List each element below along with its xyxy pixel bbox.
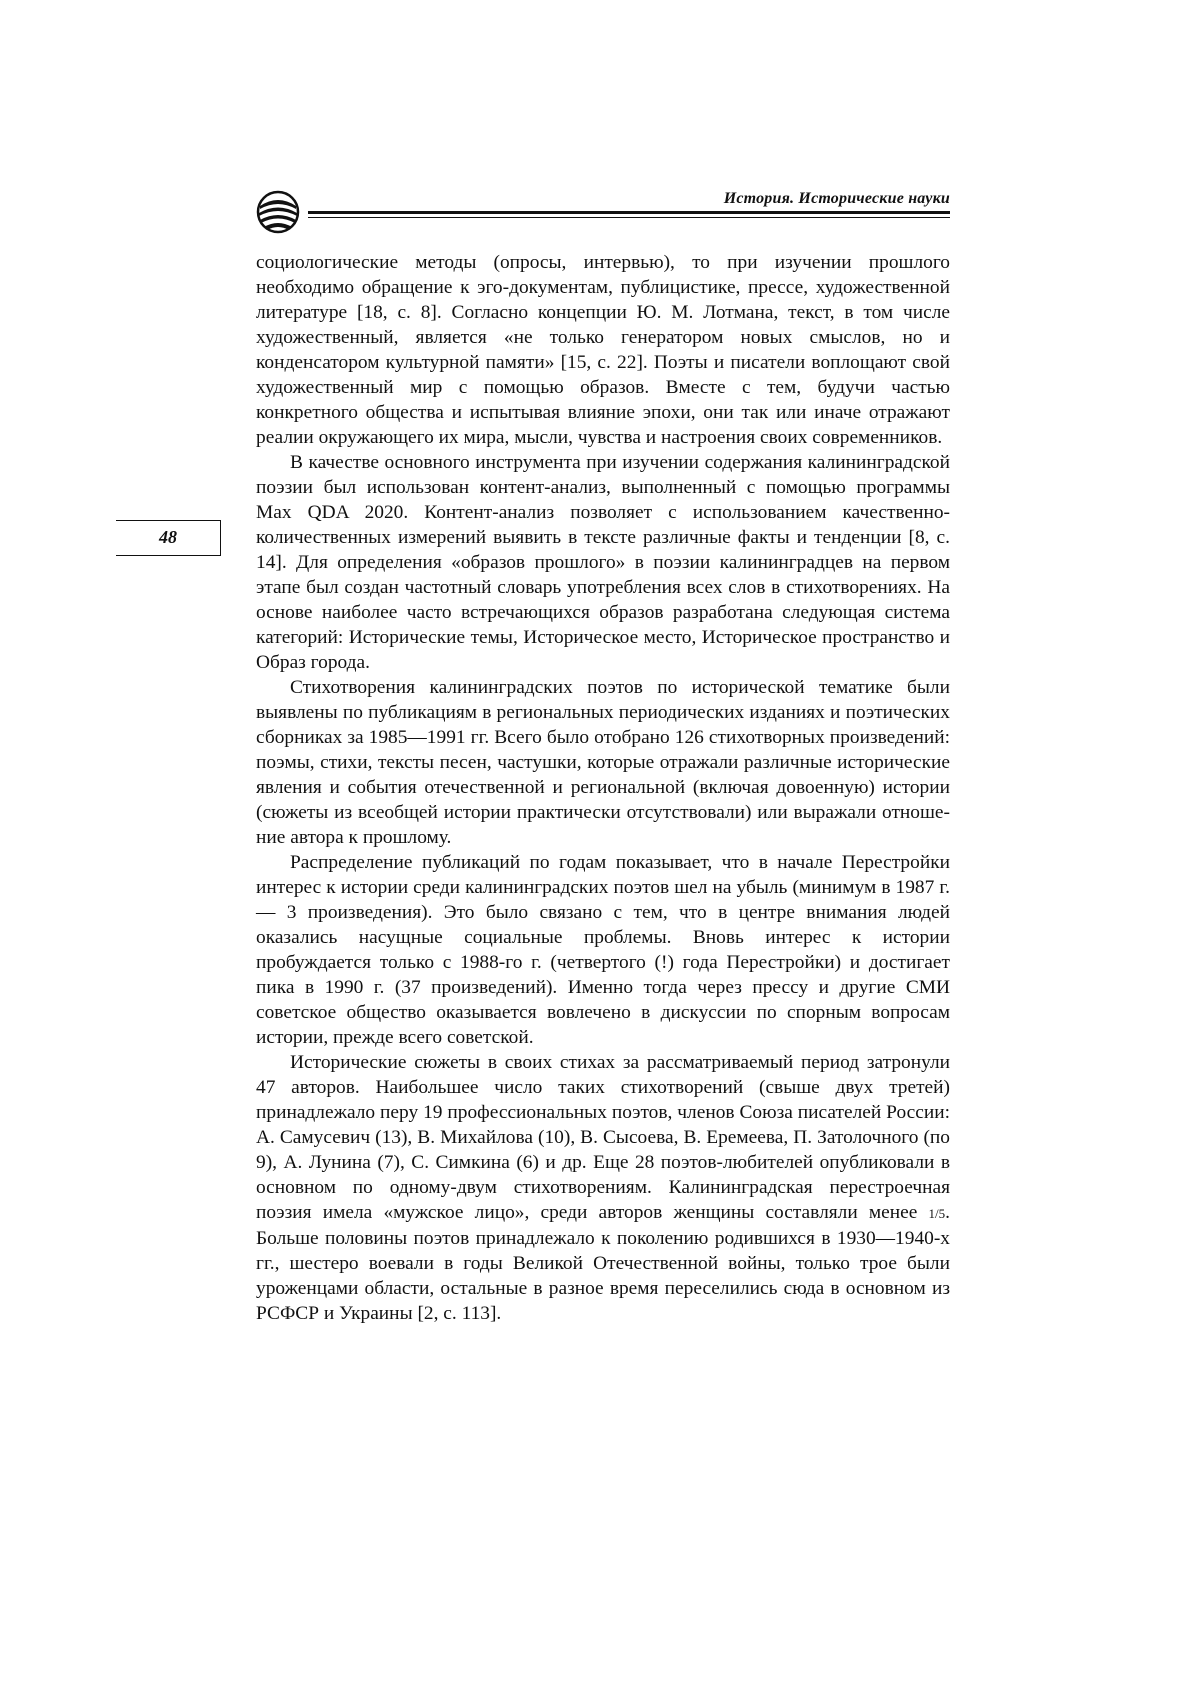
paragraph-3: Стихотворения калининградских поэтов по исторической тематике были выявлены по публикациям в региональных периодических изданиях и поэтических сборниках за 1985—1991 гг. Всего было отобрано 126 стихотворных произведений: поэмы, стихи, тексты песен, частушки, которые отражали различные исторические явления и события отечественной и региональной (включая довоенную) истории (сюжеты из всеобщей истории практически отсутствовали) или выражали отношение автора к прошлому. xyxy=(256,677,950,848)
paragraph-5 xyxy=(256,1050,950,1326)
wave-circle-logo-icon xyxy=(256,190,300,234)
page-number-box xyxy=(116,520,221,556)
header-rule-thin xyxy=(308,217,950,218)
header-rule-thick xyxy=(308,211,950,214)
paragraph-5-part-1: Исторические сюжеты в своих стихах за рассматриваемый период затронули 47 авторов. Наибольшее число таких стихотворений (свыше двух третей) принадлежало перу 19 профессиональных поэтов, членов Союза писателей России: А. Самусевич (13), В. Михайлова (10), В. Сысоева, В. Еремеева, П. Затолочного (по 9), А. Лунина (7), С. Симкина (6) и др. Еще 28 поэтов-любителей опубликовали в основном по одному-двум стихотворениям. Калининградская перестроечная поэзия имела «мужское лицо», среди авторов женщины составляли менее xyxy=(256,1052,950,1223)
paragraph-2: В качестве основного инструмента при изучении содержания калининградской поэзии был использован контент-анализ, выполненный с помощью программы Max QDA 2020. Контент-анализ позволяет с использованием качественно-количественных измерений выявить в тексте различные факты и тенденции [8, с. 14]. Для определения «образов прошлого» в поэзии калининградцев на первом этапе был создан частотный словарь употребления всех слов в стихотворениях. На основе наиболее часто встречающихся образов разработана следующая система категорий: Исторические темы, Историческое место, Историческое пространство и Образ города. xyxy=(256,452,950,673)
header-title: История. Исторические науки xyxy=(723,190,950,207)
page-number: 48 xyxy=(159,527,177,547)
fraction-one-fifth: 1/5 xyxy=(928,1206,946,1221)
running-header xyxy=(256,186,950,236)
paragraph-5-part-2: . Больше половины поэтов принадлежало к поколению родившихся в 1930—1940-х гг., шестеро воевали в годы Великой Отечественной войны, только трое были уроженцами области, остальные в разное время переселились сюда в основном из РСФСР и Украины [2, с. 113]. xyxy=(256,1202,950,1324)
paragraph-4: Распределение публикаций по годам показывает, что в начале Перестройки интерес к истории среди калининградских поэтов шел на убыль (минимум в 1987 г. — 3 произведения). Это было связано с тем, что в центре внимания людей оказались насущные социальные проблемы. Вновь интерес к истории пробуждается только с 1988-го г. (четвертого (!) года Перестройки) и достигает пика в 1990 г. (37 произведений). Именно тогда через прессу и другие СМИ советское общество оказывается вовлечено в дискуссии по спорным вопросам истории, прежде всего советской. xyxy=(256,852,950,1048)
article-body xyxy=(256,250,950,1326)
paragraph-1: социологические методы (опросы, интервью), то при изучении прошлого необходимо обращение к эго-документам, публицистике, прессе, художественной литературе [18, с. 8]. Согласно концепции Ю. М. Лотмана, текст, в том числе художественный, является «не только генератором новых смыслов, но и конденсатором культурной памяти» [15, с. 22]. Поэты и писатели воплощают свой художественный мир с помощью образов. Вместе с тем, будучи частью конкретного общества и испытывая влияние эпохи, они так или иначе отражают реалии окружающего их мира, мысли, чувства и настроения своих современников. xyxy=(256,252,950,448)
